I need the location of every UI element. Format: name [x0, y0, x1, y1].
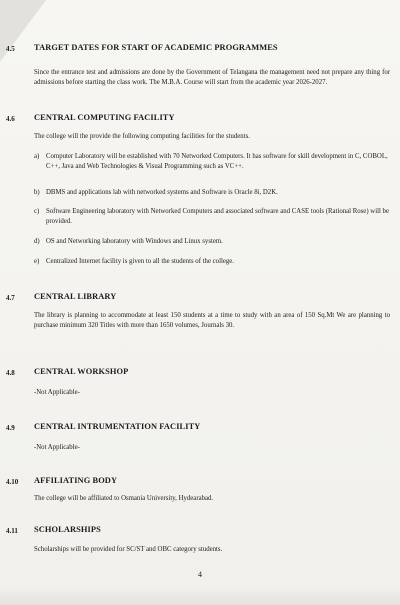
list-item [34, 237, 390, 247]
section-heading: TARGET DATES FOR START OF ACADEMIC PROGRAMMES [34, 43, 278, 52]
section-heading: CENTRAL WORKSHOP [34, 367, 129, 376]
section-number: 4.6 [6, 115, 15, 123]
list-marker: c) [34, 208, 40, 215]
list-text: Computer Laboratory will be established with 70 Networked Computers. It has software for skill development in C, COBOL, C++, Java and Web Technologies & Visual Programming such as VC++. [46, 153, 388, 170]
list-item [34, 257, 390, 267]
section-number: 4.7 [6, 294, 15, 302]
list-item [34, 152, 390, 171]
list-marker: a) [34, 153, 40, 160]
section-number: 4.8 [6, 369, 15, 377]
section-number: 4.5 [6, 45, 15, 53]
page-number: 4 [198, 570, 202, 579]
list-text: Software Engineering laboratory with Networked Computers and associated software and CASE tools (Rational Rose) will be provided. [46, 208, 389, 225]
list-text: OS and Networking laboratory with Windows and Linux system. [46, 238, 223, 245]
section-heading: CENTRAL COMPUTING FACILITY [34, 113, 175, 122]
section-paragraph: The library is planning to accommodate at least 150 students at a time to study with an area of 150 Sq.Mt We are planning to purchase minimum 320 Titles with more than 1650 volumes, Journals 30. [34, 312, 390, 329]
section-heading: CENTRAL INTRUMENTATION FACILITY [34, 422, 201, 431]
section-heading: CENTRAL LIBRARY [34, 292, 117, 301]
section-paragraph: Scholarships will be provided for SC/ST and OBC category students. [34, 546, 223, 553]
section-paragraph: -Not Applicable- [34, 444, 80, 451]
section-number: 4.11 [6, 527, 18, 535]
list-text: Centralized Internet facility is given to all the students of the college. [46, 258, 234, 265]
section-intro: The college will the provide the following computing facilities for the students. [34, 133, 250, 140]
page-edge-shadow [0, 587, 400, 605]
section-paragraph: Since the entrance test and admissions are done by the Government of Telangana the management need not prepare any thing for admissions before starting the class work. The M.B.A. Course will start from the academic year 2026-2027. [34, 69, 390, 86]
list-marker: b) [34, 189, 40, 196]
list-marker: e) [34, 258, 40, 265]
list-item [34, 207, 390, 226]
section-number: 4.10 [6, 478, 19, 486]
list-item [34, 188, 390, 198]
section-heading: AFFILIATING BODY [34, 476, 118, 485]
list-marker: d) [34, 238, 40, 245]
section-paragraph: The college will be affiliated to Osmania University, Hydearabad. [34, 495, 214, 502]
section-number: 4.9 [6, 424, 15, 432]
list-text: DBMS and applications lab with networked systems and Software is Oracle 8i, D2K. [46, 189, 278, 196]
section-heading: SCHOLARSHIPS [34, 525, 101, 534]
section-paragraph: -Not Applicable- [34, 389, 80, 396]
